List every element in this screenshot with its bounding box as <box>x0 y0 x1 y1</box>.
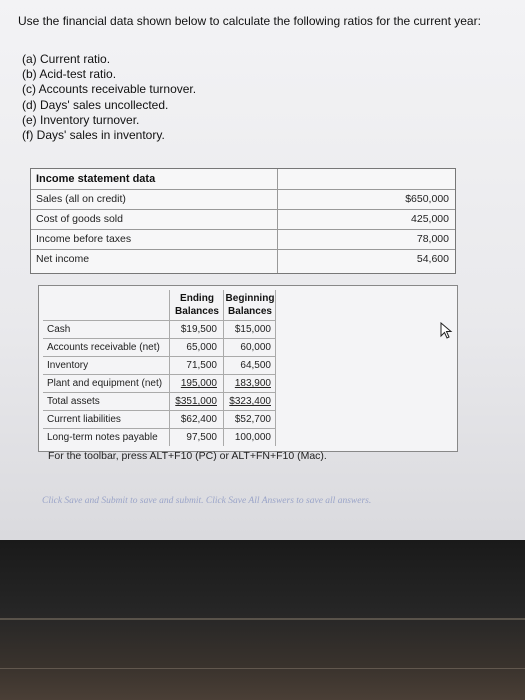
grid-line <box>43 356 275 357</box>
bezel-edge <box>0 618 525 620</box>
monitor-bezel <box>0 540 525 700</box>
grid-line <box>43 428 275 429</box>
grid-line <box>43 320 275 321</box>
save-instructions: Click Save and Submit to save and submit. Click Save All Answers to save all answers. <box>42 496 372 506</box>
bs-beginning-value: 100,000 <box>234 432 271 443</box>
beginning-header-line2: Balances <box>228 306 272 317</box>
income-row-label: Sales (all on credit) <box>36 193 126 205</box>
bs-row-label: Current liabilities <box>47 414 121 425</box>
bs-ending-value: 65,000 <box>186 342 217 353</box>
bs-row-label: Long-term notes payable <box>47 432 158 443</box>
bs-ending-value: $19,500 <box>180 324 217 335</box>
bs-ending-value: 195,000 <box>180 378 217 389</box>
bs-ending-value: $62,400 <box>180 414 217 425</box>
bezel-edge <box>0 668 525 669</box>
bs-row-label: Inventory <box>47 360 89 371</box>
ratio-item-e: (e) Inventory turnover. <box>22 112 140 127</box>
ratio-item-d: (d) Days' sales uncollected. <box>22 97 169 112</box>
ending-header-line2: Balances <box>175 306 219 317</box>
grid-line <box>43 374 275 375</box>
ratio-item-f: (f) Days' sales in inventory. <box>22 128 165 143</box>
bs-beginning-value: 183,900 <box>234 378 271 389</box>
toolbar-shortcut-note: For the toolbar, press ALT+F10 (PC) or ALT+FN+F10 (Mac). <box>48 450 327 462</box>
bs-row-label: Total assets <box>47 396 100 407</box>
income-row-net-income <box>31 249 455 270</box>
bs-row-label: Cash <box>47 324 71 335</box>
income-row-label: Net income <box>36 253 90 265</box>
bs-beginning-value: $323,400 <box>229 396 271 407</box>
bs-row-label: Accounts receivable (net) <box>47 342 160 353</box>
income-row-cogs <box>31 209 455 230</box>
income-row-value: 425,000 <box>411 213 449 225</box>
income-row-income-before-taxes <box>31 229 455 250</box>
grid-line <box>43 338 275 339</box>
question-heading: Use the financial data shown below to calculate the following ratios for the current year: <box>18 14 481 28</box>
bs-ending-value: 71,500 <box>186 360 217 371</box>
bs-ending-value: 97,500 <box>186 432 217 443</box>
bs-ending-value: $351,000 <box>175 396 217 407</box>
bs-beginning-value: $15,000 <box>234 324 271 335</box>
income-row-value: 54,600 <box>416 253 449 265</box>
mouse-pointer-icon <box>440 322 454 340</box>
income-row-sales <box>31 189 455 210</box>
beginning-balances-header <box>225 292 275 318</box>
ratio-item-b: (b) Acid-test ratio. <box>22 67 117 82</box>
ratio-item-c: (c) Accounts receivable turnover. <box>22 82 197 97</box>
ratio-item-a: (a) Current ratio. <box>22 52 111 66</box>
grid-line <box>43 410 275 411</box>
income-row-label: Cost of goods sold <box>36 213 123 225</box>
grid-line <box>43 392 275 393</box>
income-statement-title: Income statement data <box>36 173 156 185</box>
grid-line <box>275 290 276 446</box>
income-row-value: $650,000 <box>405 193 449 205</box>
ratio-list <box>22 52 196 143</box>
income-row-label: Income before taxes <box>36 233 132 245</box>
bs-beginning-value: $52,700 <box>234 414 271 425</box>
beginning-header-line1: Beginning <box>225 293 275 304</box>
bs-beginning-value: 60,000 <box>240 342 271 353</box>
bs-row-label: Plant and equipment (net) <box>47 378 163 389</box>
ending-balances-header <box>171 292 223 318</box>
balance-sheet-table <box>38 285 458 452</box>
bs-beginning-value: 64,500 <box>240 360 271 371</box>
grid-line <box>223 290 224 446</box>
income-row-value: 78,000 <box>416 233 449 245</box>
income-statement-table <box>30 168 456 274</box>
ending-header-line1: Ending <box>180 293 214 304</box>
grid-line <box>169 290 170 446</box>
